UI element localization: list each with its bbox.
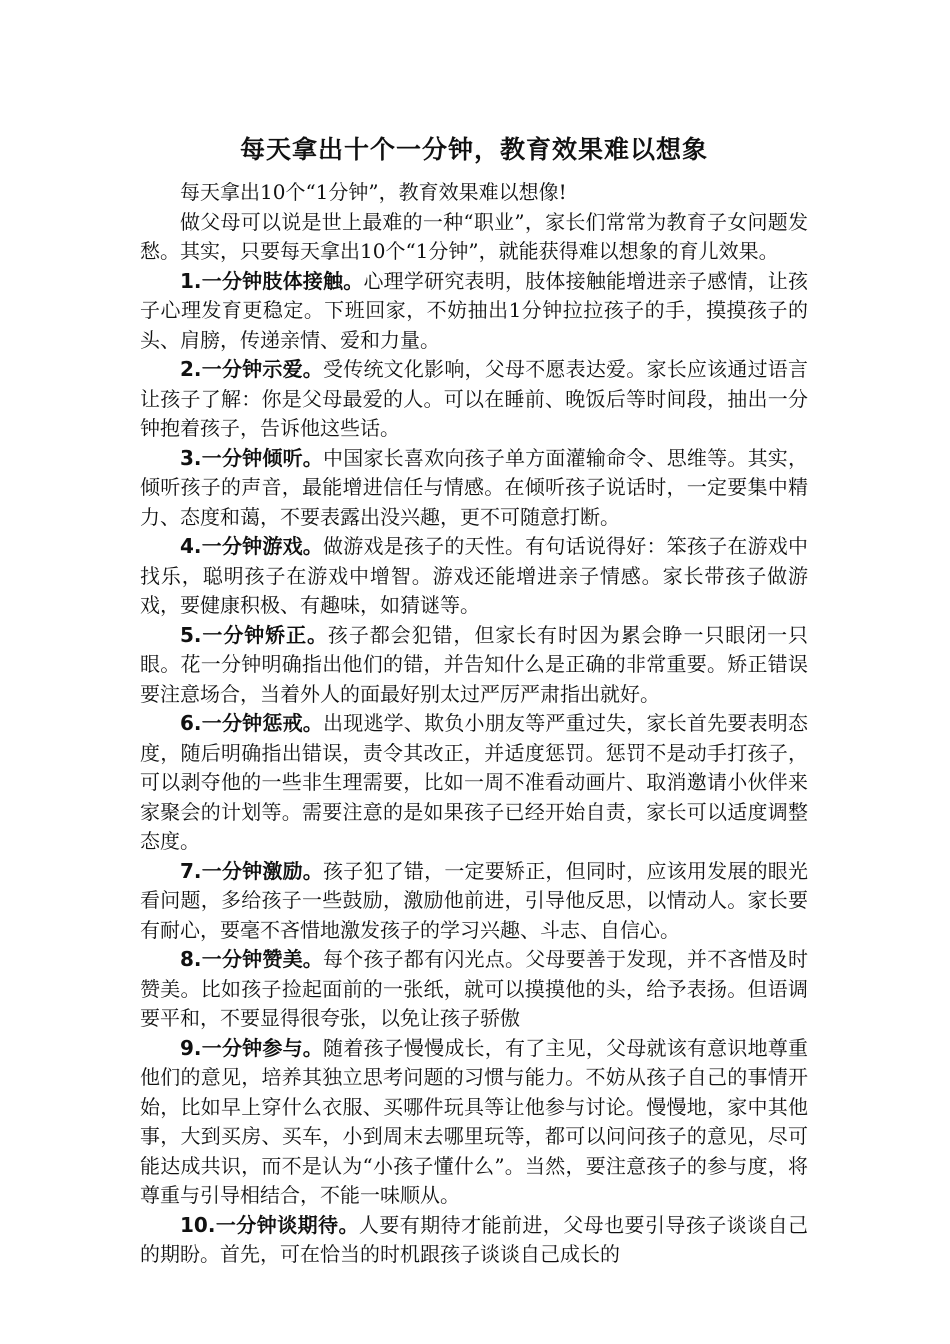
item-text: 做游戏是孩子的天性。有句话说得好：笨孩子在游戏中找乐，聪明孩子在游戏中增智。游戏还能增进亲子情感。家长带孩子做游戏，要健康积极、有趣味，如猜谜等。 bbox=[140, 534, 809, 617]
item-text: 孩子都会犯错，但家长有时因为累会睁一只眼闭一只眼。花一分钟明确指出他们的错，并告知什么是正确的非常重要。矫正错误要注意场合，当着外人的面最好别太过严厉严肃指出就好。 bbox=[140, 622, 809, 706]
document-title: 每天拿出十个一分钟，教育效果难以想象 bbox=[239, 135, 708, 164]
item-heading: 1.一分钟肢体接触。 bbox=[180, 268, 364, 293]
item-text: 受传统文化影响，父母不愿表达爱。家长应该通过语言让孩子了解：你是父母最爱的人。可以在睡前、晚饭后等时间段，抽出一分钟抱着孩子，告诉他这些话。 bbox=[140, 357, 809, 440]
list-item bbox=[140, 355, 808, 444]
document-body bbox=[140, 128, 808, 1270]
item-heading: 7.一分钟激励。 bbox=[180, 858, 324, 883]
item-text: 人要有期待才能前进，父母也要引导孩子谈谈自己的期盼。首先，可在恰当的时机跟孩子谈谈自己成长的 bbox=[140, 1212, 809, 1266]
list-item bbox=[140, 709, 808, 857]
list-item bbox=[140, 945, 808, 1034]
list-item bbox=[140, 1034, 808, 1211]
item-text: 心理学研究表明，肢体接触能增进亲子感情，让孩子心理发育更稳定。下班回家，不妨抽出1分钟拉拉孩子的手，摸摸孩子的头、肩膀，传递亲情、爱和力量。 bbox=[140, 268, 809, 352]
item-heading: 5.一分钟矫正。 bbox=[180, 622, 328, 647]
intro-paragraph: 每天拿出10个“1分钟”，教育效果难以想像! bbox=[180, 180, 567, 204]
item-heading: 3.一分钟倾听。 bbox=[180, 445, 324, 470]
item-text: 中国家长喜欢向孩子单方面灌输命令、思维等。其实，倾听孩子的声音，最能增进信任与情感。在倾听孩子说话时，一定要集中精力、态度和蔼，不要表露出没兴趣，更不可随意打断。 bbox=[140, 445, 809, 529]
list-item bbox=[140, 444, 808, 533]
list-item bbox=[140, 532, 808, 621]
item-heading: 8.一分钟赞美。 bbox=[180, 947, 324, 971]
list-item bbox=[140, 1211, 808, 1270]
item-text: 随着孩子慢慢成长，有了主见，父母就该有意识地尊重他们的意见，培养其独立思考问题的习惯与能力。不妨从孩子自己的事情开始，比如早上穿什么衣服、买哪件玩具等让他参与讨论。慢慢地，家中其他事，大到买房、买车，小到周末去哪里玩等，都可以问问孩子的意见，尽可能达成共识，而不是认为“小孩子懂什么”。当然，要注意孩子的参与度，将尊重与引导相结合，不能一味顺从。 bbox=[140, 1035, 809, 1207]
list-item bbox=[140, 857, 808, 946]
list-item bbox=[140, 267, 808, 356]
item-heading: 4.一分钟游戏。 bbox=[180, 534, 324, 558]
list-item bbox=[140, 621, 808, 710]
item-heading: 6.一分钟惩戒。 bbox=[180, 711, 324, 735]
item-text: 出现逃学、欺负小朋友等严重过失，家长首先要表明态度，随后明确指出错误，责令其改正，并适度惩罚。惩罚不是动手打孩子，可以剥夺他的一些非生理需要，比如一周不准看动画片、取消邀请小伙伴来家聚会的计划等。需要注意的是如果孩子已经开始自责，家长可以适度调整态度。 bbox=[140, 711, 809, 853]
item-heading: 10.一分钟谈期待。 bbox=[180, 1212, 359, 1237]
item-text: 孩子犯了错，一定要矫正，但同时，应该用发展的眼光看问题，多给孩子一些鼓励，激励他前进，引导他反思，以情动人。家长要有耐心，要毫不吝惜地激发孩子的学习兴趣、斗志、自信心。 bbox=[140, 858, 809, 942]
item-heading: 9.一分钟参与。 bbox=[180, 1035, 324, 1060]
intro-paragraph: 做父母可以说是世上最难的一种“职业”，家长们常常为教育子女问题发愁。其实，只要每天拿出10个“1分钟”，就能获得难以想象的育儿效果。 bbox=[140, 209, 808, 263]
item-heading: 2.一分钟示爱。 bbox=[180, 357, 324, 381]
item-text: 每个孩子都有闪光点。父母要善于发现，并不吝惜及时赞美。比如孩子捡起面前的一张纸，就可以摸摸他的头，给予表扬。但语调要平和，不要显得很夸张，以免让孩子骄傲 bbox=[140, 947, 809, 1030]
